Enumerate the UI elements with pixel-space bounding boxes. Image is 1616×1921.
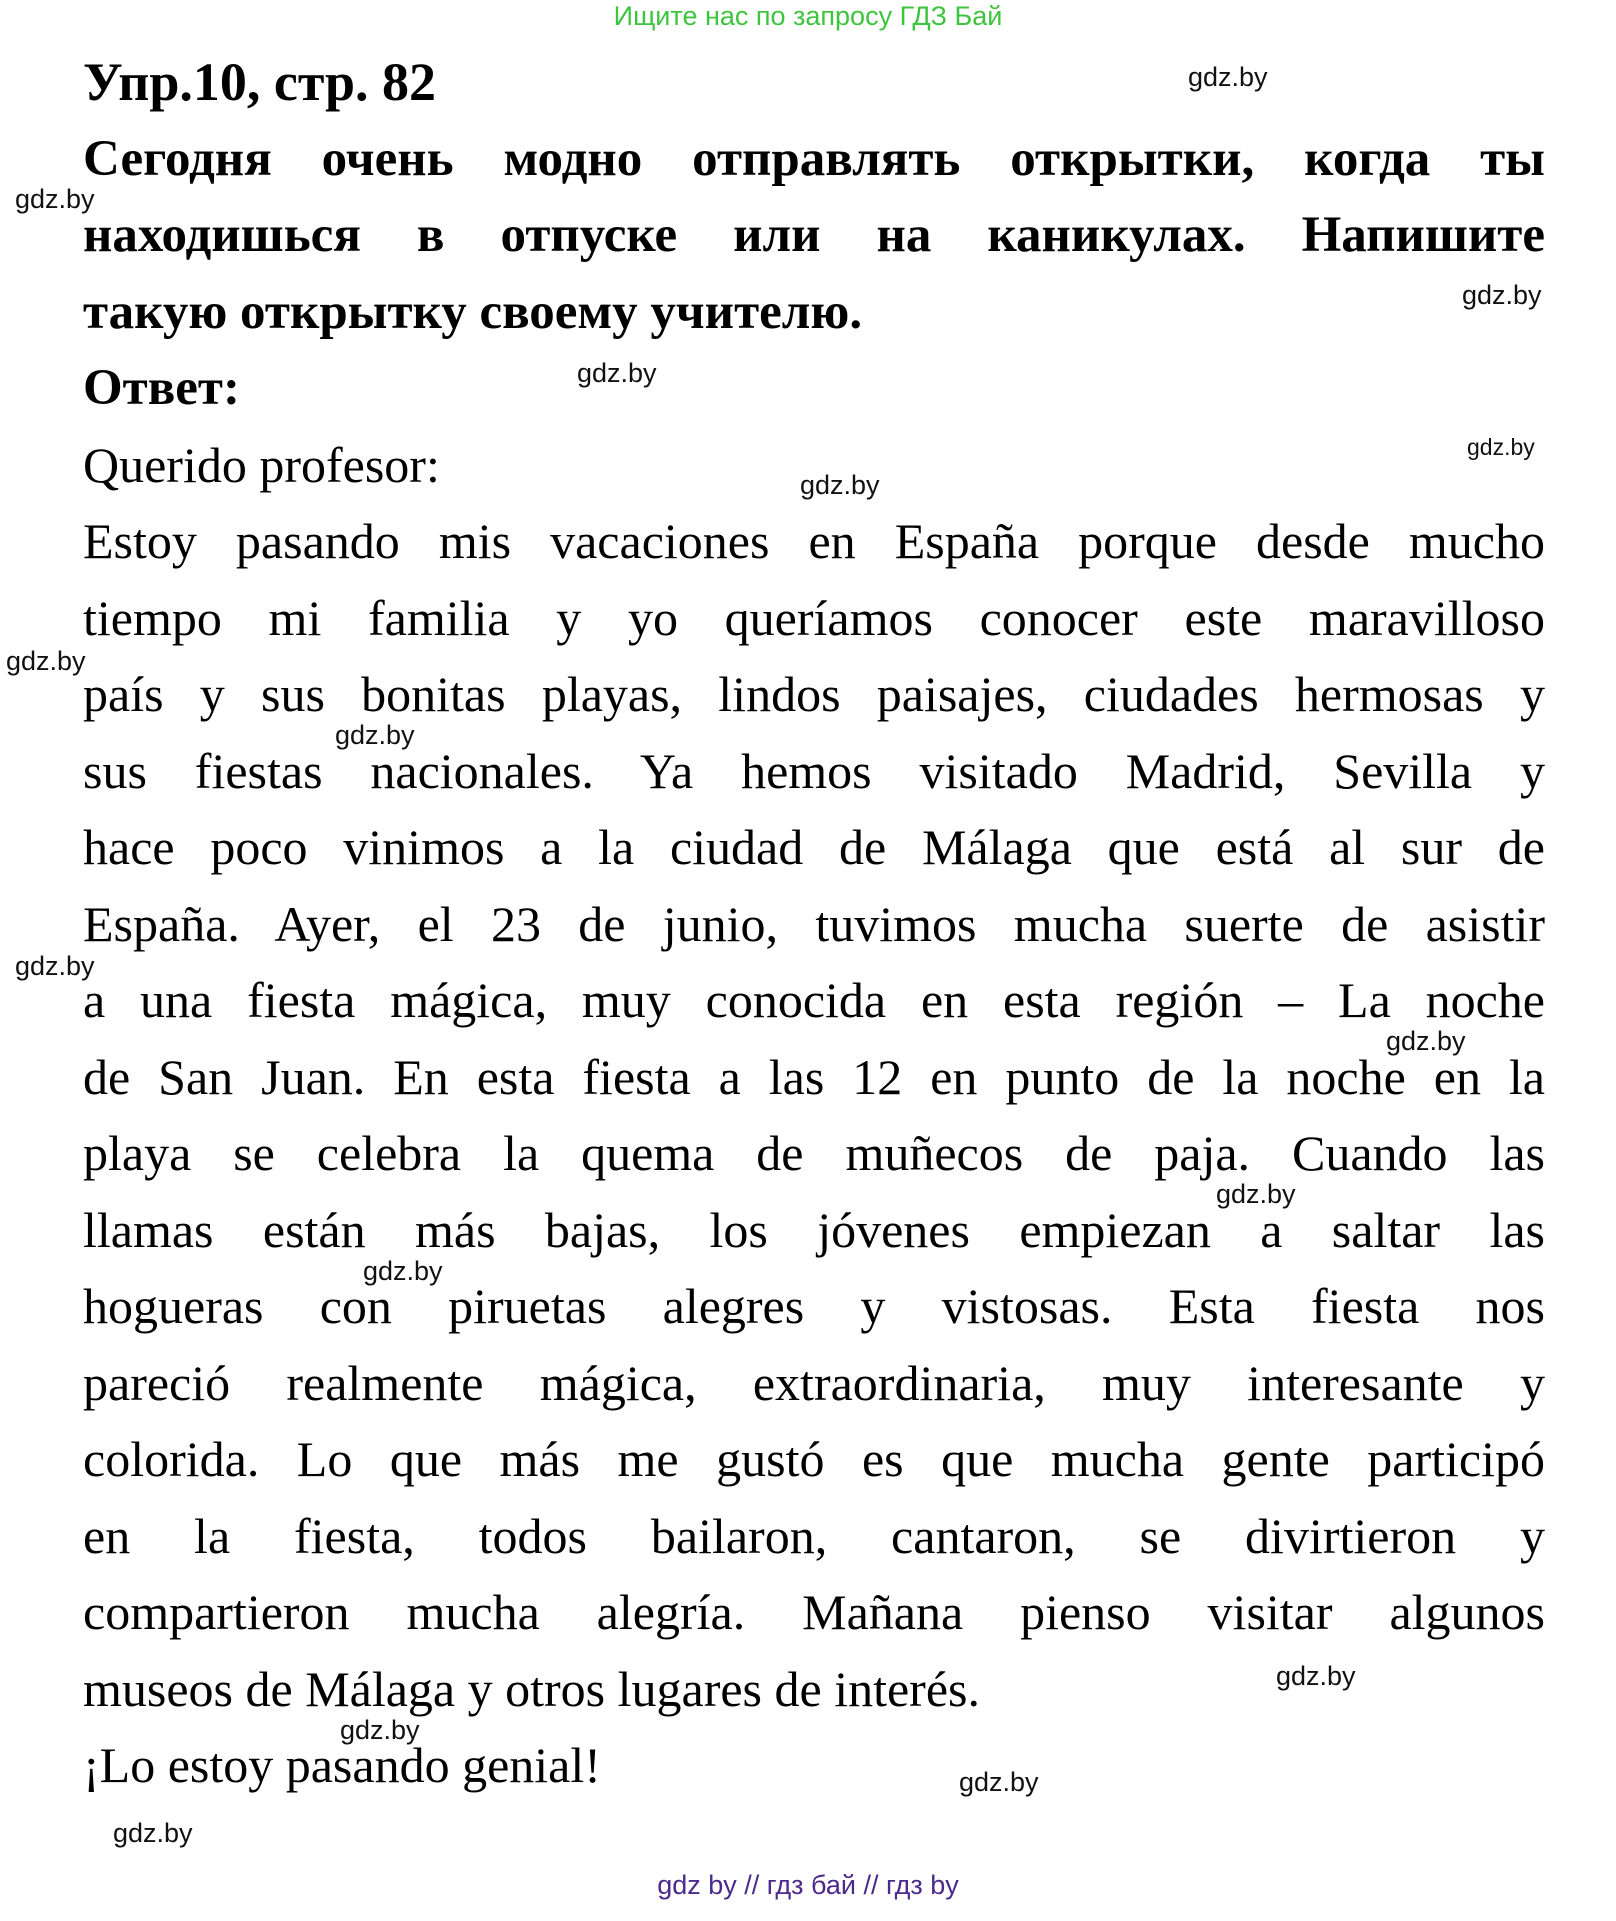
watermark: gdz.by <box>15 184 95 214</box>
body-line: hace poco vinimos a la ciudad de Málaga que está al sur de <box>83 819 1545 875</box>
body-line: tiempo mi familia y yo queríamos conocer este maravilloso <box>83 589 1545 646</box>
watermark: gdz.by <box>1188 62 1268 92</box>
body-line: llamas están más bajas, los jóvenes empiezan a saltar las <box>83 1201 1545 1258</box>
body-line: sus fiestas nacionales. Ya hemos visitado Madrid, Sevilla y <box>83 742 1545 799</box>
exercise-content <box>83 44 1545 1804</box>
body-line: museos de Málaga y otros lugares de interés. <box>83 1660 980 1717</box>
body-line: playa se celebra la quema de muñecos de paja. Cuando las <box>83 1125 1545 1181</box>
watermark: gdz.by <box>959 1767 1039 1797</box>
answer-label: Ответ: <box>83 360 240 416</box>
watermark: gdz.by <box>1216 1179 1296 1209</box>
body-line: de San Juan. En esta fiesta a las 12 en punto de la noche en la <box>83 1048 1545 1105</box>
watermark: gdz.by <box>363 1256 443 1286</box>
watermark: gdz.by <box>800 470 880 500</box>
watermark: gdz.by <box>1462 280 1542 310</box>
body-line: hogueras con piruetas alegres y vistosas. Esta fiesta nos <box>83 1278 1545 1334</box>
watermark: gdz.by <box>335 720 415 750</box>
watermark: gdz.by <box>577 358 657 388</box>
body-line: colorida. Lo que más me gustó es que mucha gente participó <box>83 1431 1545 1487</box>
watermark: gdz.by <box>340 1715 420 1745</box>
body-line: en la fiesta, todos bailaron, cantaron, se divirtieron y <box>83 1507 1545 1564</box>
watermark: gdz.by <box>6 646 86 676</box>
page-title: Упр.10, стр. 82 <box>83 52 437 112</box>
task-line: такую открытку своему учителю. <box>83 283 863 340</box>
body-line: país y sus bonitas playas, lindos paisajes, ciudades hermosas y <box>83 666 1545 722</box>
body-line: pareció realmente mágica, extraordinaria, muy interesante y <box>83 1354 1545 1411</box>
watermark: gdz.by <box>1386 1026 1466 1056</box>
greeting: Querido profesor: <box>83 436 440 493</box>
body-line: compartieron mucha alegría. Mañana pienso visitar algunos <box>83 1584 1545 1640</box>
watermark: gdz.by <box>113 1818 193 1848</box>
body-line: a una fiesta mágica, muy conocida en esta región – La noche <box>83 972 1545 1028</box>
task-line: Сегодня очень модно отправлять открытки, когда ты <box>83 130 1545 187</box>
watermark: gdz.by <box>1276 1661 1356 1691</box>
body-line: España. Ayer, el 23 de junio, tuvimos mucha suerte de asistir <box>83 895 1545 952</box>
watermark: gdz.by <box>1467 434 1535 460</box>
closing: ¡Lo estoy pasando genial! <box>83 1737 601 1793</box>
task-line: находишься в отпуске или на каникулах. Напишите <box>83 207 1545 263</box>
body-line: Estoy pasando mis vacaciones en España porque desde mucho <box>83 513 1545 569</box>
watermark: gdz.by <box>15 951 95 981</box>
top-note: Ищите нас по запросу ГДЗ Бай <box>613 1 1003 31</box>
footer-links: gdz by // гдз бай // гдз by <box>657 1870 959 1900</box>
